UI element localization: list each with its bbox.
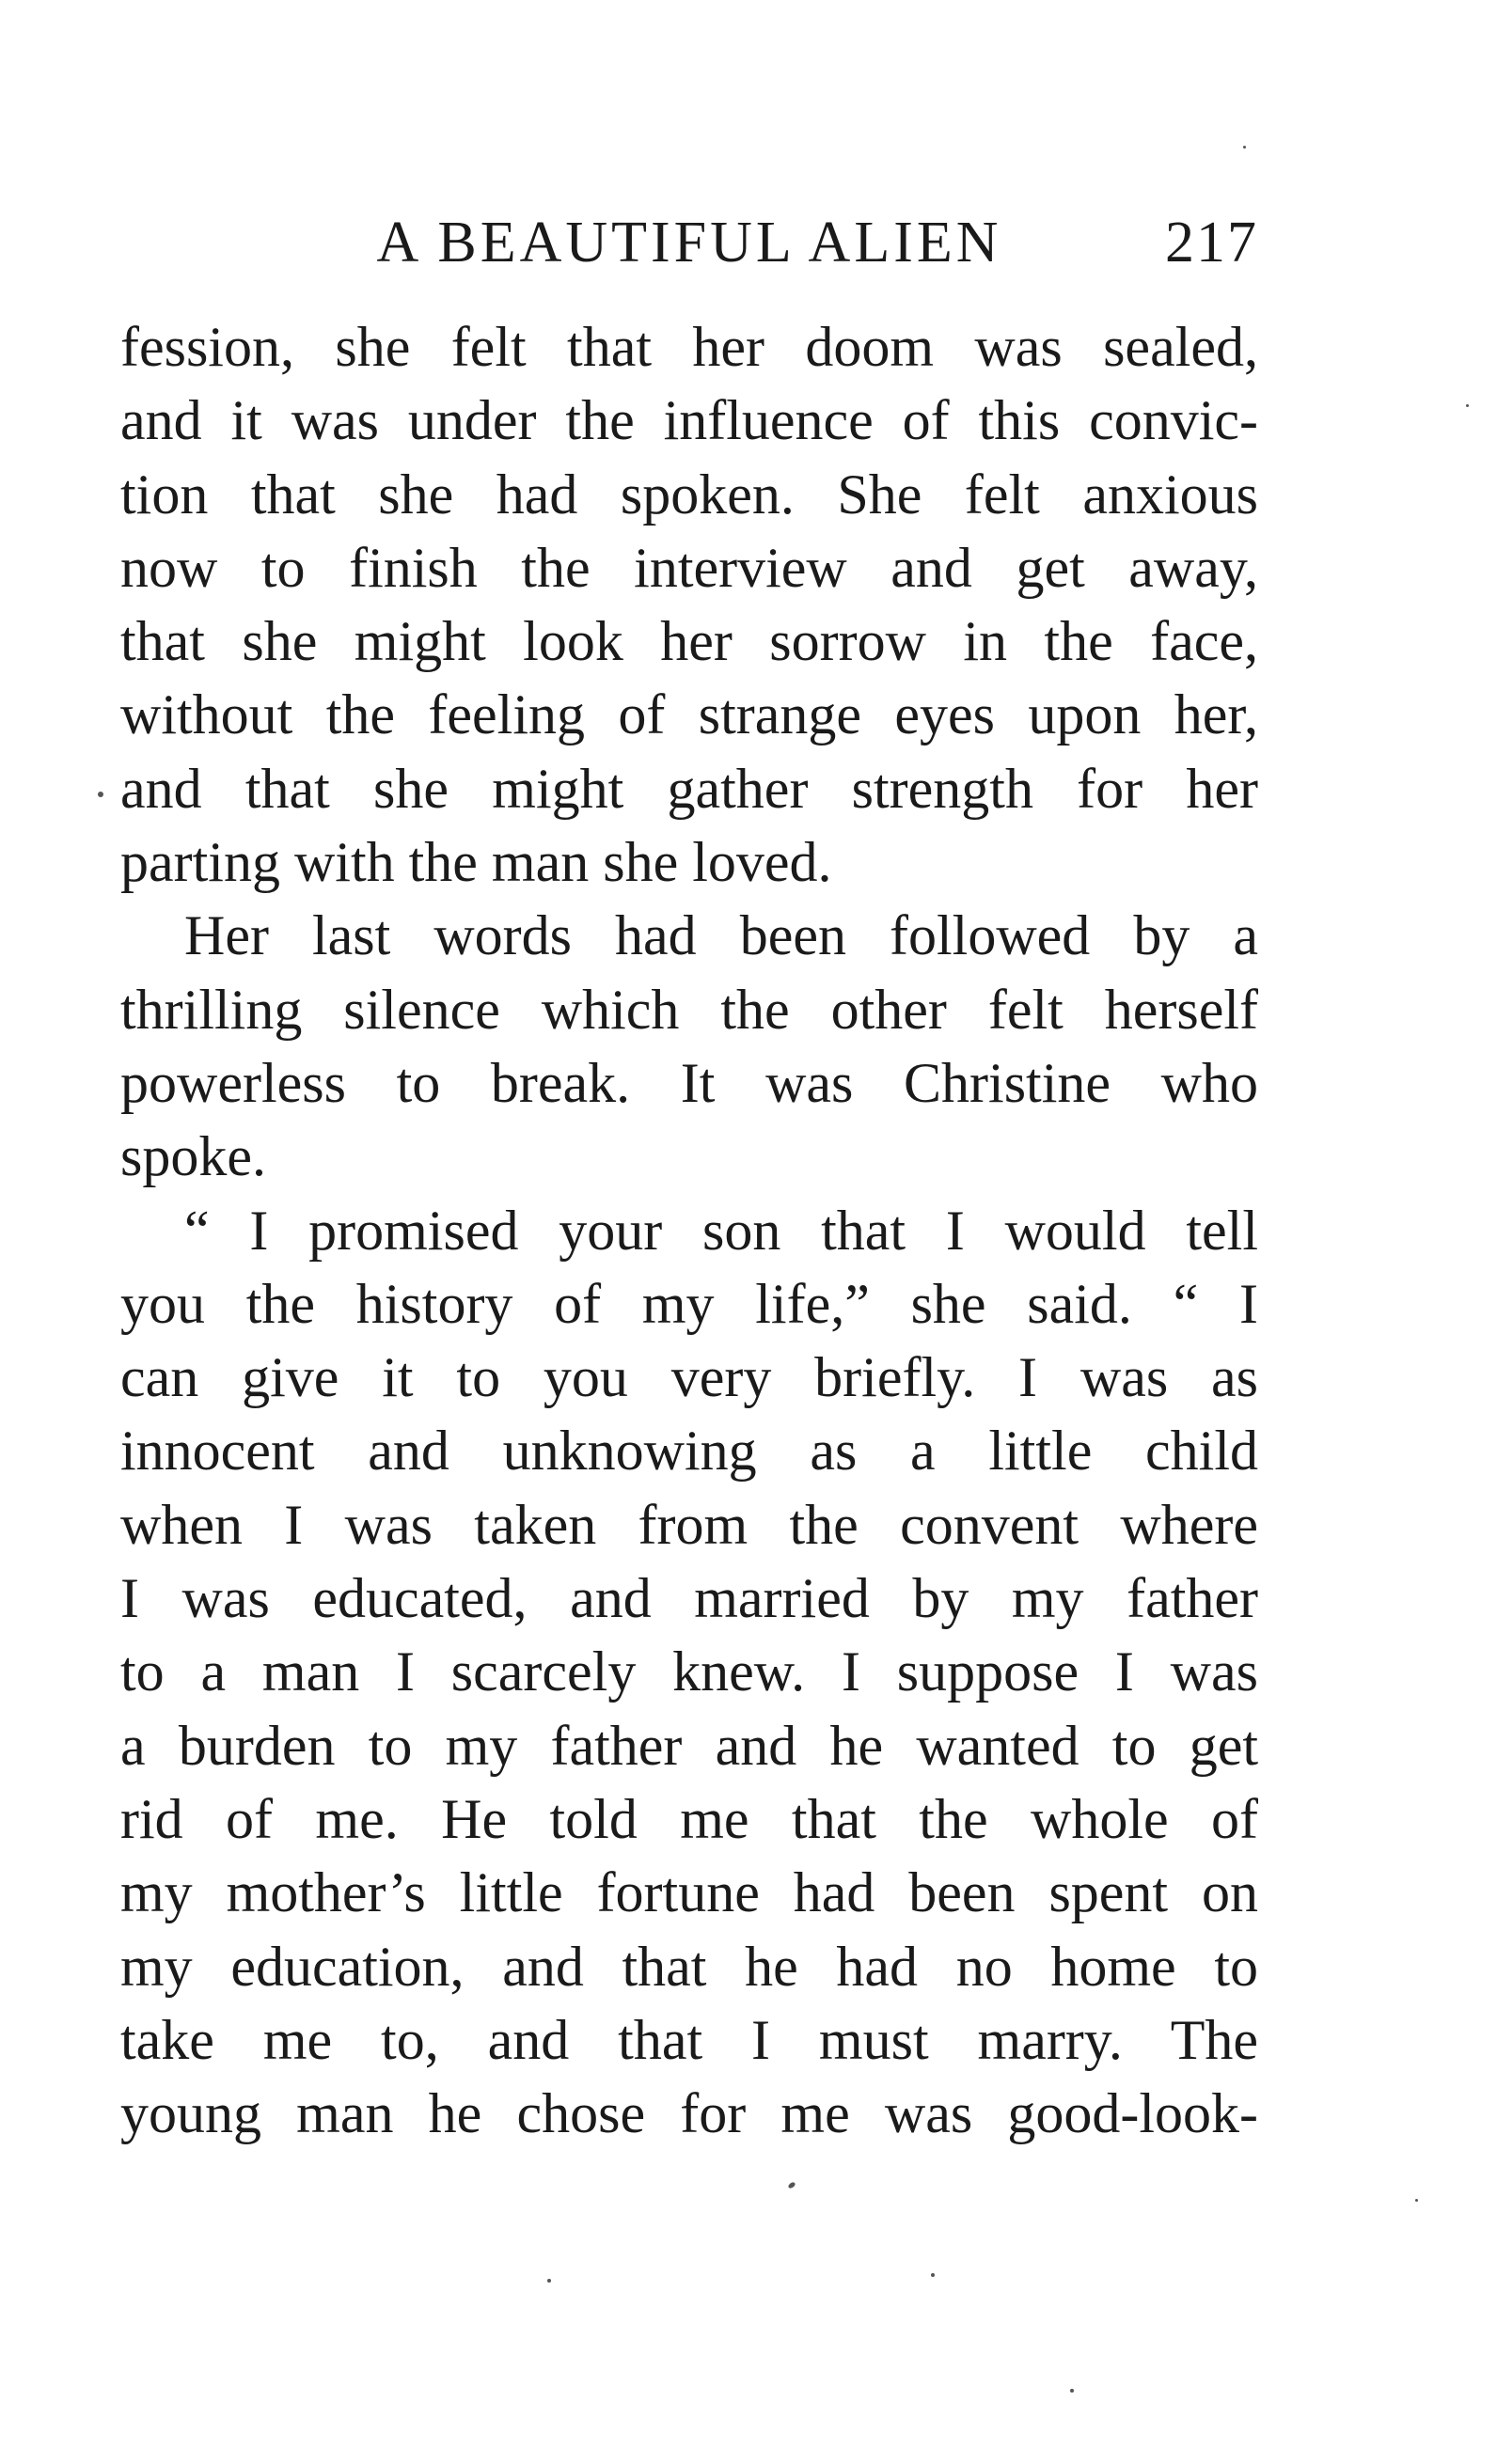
text-line: thrilling silence which the other felt herself [120,978,1258,1041]
text-line: I was educated, and married by my father [120,1567,1258,1630]
scan-speck [98,792,103,797]
text-line: without the feeling of strange eyes upon her, [120,683,1258,746]
text-line: my education, and that he had no home to [120,1935,1258,1998]
text-line: that she might look her sorrow in the face, [120,610,1258,673]
text-line: spoke. [120,1125,266,1188]
text-line: innocent and unknowing as a little child [120,1420,1258,1483]
text-line: tion that she had spoken. She felt anxious [120,463,1258,526]
text-line: fession, she felt that her doom was sealed, [120,316,1258,378]
text-line: and that she might gather strength for her [120,757,1258,820]
text-line: a burden to my father and he wanted to get [120,1714,1258,1777]
text-line: when I was taken from the convent where [120,1493,1258,1556]
text-line: to a man I scarcely knew. I suppose I was [120,1640,1258,1703]
text-line: you the history of my life,” she said. “ I [120,1272,1258,1335]
scan-speck [787,2181,796,2189]
scan-speck [547,2279,551,2283]
running-head [120,205,1258,280]
running-title: A BEAUTIFUL ALIEN [376,211,1002,275]
text-line: parting with the man she loved. [120,831,832,894]
scan-speck [1466,404,1469,407]
page-number: 217 [1165,211,1258,275]
scan-speck [1415,2199,1418,2202]
scan-speck [931,2273,935,2277]
text-line: take me to, and that I must marry. The [120,2008,1258,2071]
text-line: my mother’s little fortune had been spent on [120,1861,1258,1924]
text-line: “ I promised your son that I would tell [184,1199,1258,1262]
body-text [120,310,1258,2150]
text-line: rid of me. He told me that the whole of [120,1787,1258,1850]
text-line: now to finish the interview and get away, [120,536,1258,599]
text-line: powerless to break. It was Christine who [120,1051,1258,1114]
text-line: young man he chose for me was good-look- [120,2082,1258,2145]
text-line: Her last words had been followed by a [184,904,1258,967]
scan-speck [1243,146,1246,149]
text-line: and it was under the influence of this convic- [120,389,1258,452]
text-line: can give it to you very briefly. I was as [120,1346,1258,1409]
scan-speck [1070,2389,1074,2393]
